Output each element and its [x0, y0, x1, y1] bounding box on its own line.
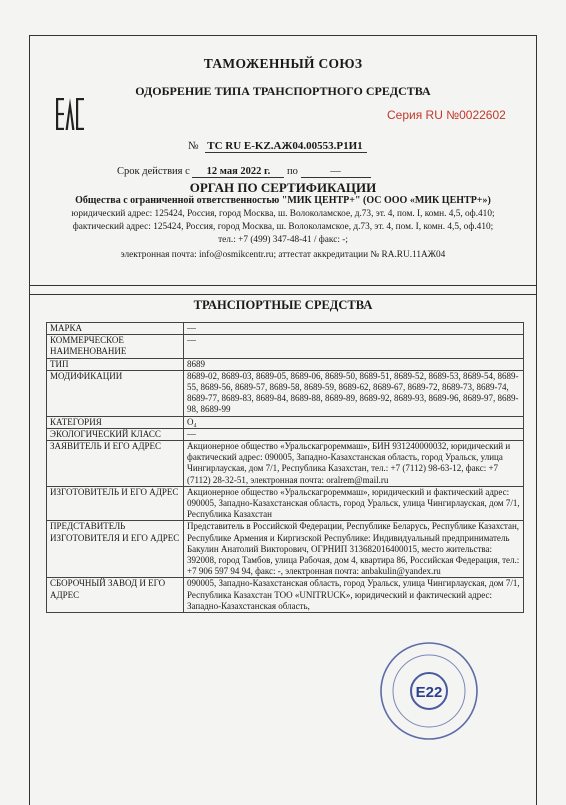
table-row	[47, 370, 524, 416]
vehicles-section-title: ТРАНСПОРТНЫЕ СРЕДСТВА	[193, 298, 373, 312]
phone-line: тел.: +7 (499) 347-48-41 / факс: -;	[218, 235, 348, 245]
legal-address: юридический адрес: 125424, Россия, город Москва, ш. Волоколамское, д.73, эт. 4, пом. I, комн. 4,5, оф.410;	[71, 209, 495, 219]
validity-to-label: по	[287, 166, 298, 177]
union-title: ТАМОЖЕННЫЙ СОЮЗ	[203, 56, 363, 71]
row-key: ПРЕДСТАВИТЕЛЬ ИЗГОТОВИТЕЛЯ И ЕГО АДРЕС	[47, 521, 184, 578]
email-accreditation-line: электронная почта: info@osmikcentr.ru; аттестат аккредитации № RA.RU.11АЖ04	[120, 250, 446, 260]
table-row	[47, 578, 524, 613]
table-row	[47, 428, 524, 440]
table-row	[47, 358, 524, 370]
table-row	[47, 441, 524, 487]
eac-logo-icon	[55, 96, 85, 132]
row-key: СБОРОЧНЫЙ ЗАВОД И ЕГО АДРЕС	[47, 578, 184, 613]
table-row	[47, 323, 524, 335]
cert-body-name: Общества с ограниченной ответственностью "МИК ЦЕНТР+" (ОС ООО «МИК ЦЕНТР+»)	[75, 195, 491, 206]
vehicles-table	[46, 322, 524, 613]
validity-to: —	[301, 166, 371, 178]
table-row	[47, 335, 524, 358]
row-key: КАТЕГОРИЯ	[47, 416, 184, 428]
series-number	[387, 108, 506, 122]
certificate-number: ТС RU E-KZ.АЖ04.00553.Р1И1	[205, 140, 366, 153]
table-row	[47, 486, 524, 521]
row-key: МОДИФИКАЦИИ	[47, 370, 184, 416]
validity-label: Срок действия с	[117, 166, 190, 177]
row-value: Представитель в Российской Федерации, Республике Беларусь, Республике Казахстан, Республике Армения и Киргизской Республике: Индивидуальный предприниматель Бакулин Анатолий Викторович, ОГРНИП 313682016400015, место жительства: 392008, город Тамбов, улица Рабочая, дом 4, квартира 86, Российская Федерация, тел.: +7 906 597 94 94, факс: -, электронная почта: anbakulin@yandex.ru	[184, 521, 524, 578]
validity-from: 12 мая 2022 г.	[192, 166, 284, 178]
series-label: Серия RU	[387, 108, 443, 122]
certificate-number-row	[188, 140, 367, 152]
row-value: 090005, Западно-Казахстанская область, город Уральск, улица Чингирлауская, дом 7/1, Республика Казахстан ТОО «UNITRUCK», юридический и фактический адрес: Западно-Казахстанская область,	[184, 578, 524, 613]
row-key: ТИП	[47, 358, 184, 370]
row-value: —	[184, 323, 524, 335]
document-title: ОДОБРЕНИЕ ТИПА ТРАНСПОРТНОГО СРЕДСТВА	[135, 84, 431, 98]
row-key: ИЗГОТОВИТЕЛЬ И ЕГО АДРЕС	[47, 486, 184, 521]
validity-row	[117, 166, 371, 178]
series-value: №0022602	[446, 108, 506, 122]
row-value: —	[184, 335, 524, 358]
seal-mark: E22	[415, 684, 443, 701]
row-key: КОММЕРЧЕСКОЕ НАИМЕНОВАНИЕ	[47, 335, 184, 358]
row-key: ЗАЯВИТЕЛЬ И ЕГО АДРЕС	[47, 441, 184, 487]
cert-body-title: ОРГАН ПО СЕРТИФИКАЦИИ	[189, 180, 377, 195]
table-row	[47, 521, 524, 578]
row-value: Акционерное общество «Уральскагрореммаш», БИН 931240000032, юридический и фактический адрес: 090005, Западно-Казахстанская область, город Уральск, улица Чингирлауская, дом 7/1, Республика Казахстан, тел.: +7 (7112) 98-63-12, факс: +7 (7112) 28-32-51, электронная почта: oralrem@mail.ru	[184, 441, 524, 487]
row-key: ЭКОЛОГИЧЕСКИЙ КЛАСС	[47, 428, 184, 440]
row-value: 8689-02, 8689-03, 8689-05, 8689-06, 8689-50, 8689-51, 8689-52, 8689-53, 8689-54, 8689-55, 8689-56, 8689-57, 8689-58, 8689-59, 8689-62, 8689-67, 8689-72, 8689-73, 8689-74, 8689-77, 8689-83, 8689-84, 8689-88, 8689-89, 8689-92, 8689-93, 8689-96, 8689-97, 8689-98, 8689-99	[184, 370, 524, 416]
row-value: Акционерное общество «Уральскагрореммаш», юридический и фактический адрес: 090005, Западно-Казахстанская область, город Уральск, улица Чингирлауская, дом 7/1, Республика Казахстан	[184, 486, 524, 521]
row-value: 8689	[184, 358, 524, 370]
table-row	[47, 416, 524, 428]
row-value: O₄	[184, 416, 524, 428]
certificate-number-prefix: №	[188, 140, 199, 152]
actual-address: фактический адрес: 125424, Россия, город Москва, ш. Волоколамское, д.73, эт. 4, пом. I, комн. 4,5, оф.410;	[72, 222, 494, 232]
seal-stamp-icon	[378, 640, 480, 742]
row-value: —	[184, 428, 524, 440]
row-key: МАРКА	[47, 323, 184, 335]
